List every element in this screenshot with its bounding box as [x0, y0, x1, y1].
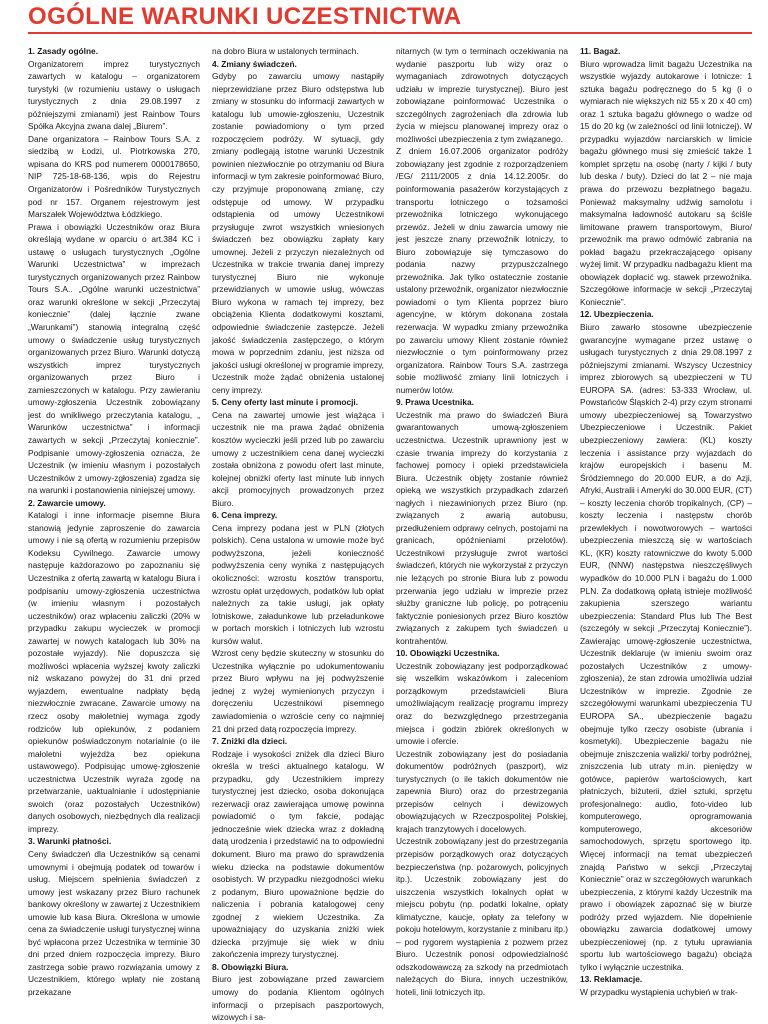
section-heading: 9. Prawa Ucestnika. — [396, 397, 474, 408]
paragraph: Prawa i obowiązki Uczestników oraz Biura określają wydane w oparciu o art.384 KC i ustawę o usługach turystycznych „Ogólne Warunki Uczestnictwa” w imprezach turystycznych organizowanych przez Rainbow Tours S.A.. „Ogólne warunki uczestnictwa” oraz warunki określone w sekcji „Przeczytaj koniecznie” (dalej łącznie zwane „Warunkami”) stanowią integralną część umowy o świadczenie usług turystycznych organizowanych przez Biuro. Warunki dotyczą wszystkich imprez turystycznych organizowanych przez Biuro i zamieszczonych w katalogu. Przy zawieraniu umowy-zgłoszenia Uczestnik zobowiązany jest do wnikliwego przeczytania katalogu, „ Warunków uczestnictwa” i informacji zawartych w sekcji „Przeczytaj koniecznie”. Podpisanie umowy-zgłoszenia oznacza, że Uczestnik (w imieniu własnym i pozostałych Uczestników z umowy-zgłoszenia) zgadza się na warunki i postanowienia niniejszej umowy. — [28, 221, 200, 496]
paragraph: Biuro zawarło stosowne ubezpieczenie gwarancyjne wymagane przez ustawę o usługach turystycznych z dnia 29.08.1997 z późniejszymi zmianami. Wszyscy Uczestnicy imprez zbiorowych są ubezpieczeni w TU EUROPA SA. (adres: 53-333 Wrocław, ul. Powstańców Śląskich 2-4) przy czym stronami umowy ubezpieczeniowej są Towarzystwo Ubezpieczeniowe i Uczestnik. Pakiet ubezpieczeniowy zawiera: (KL) koszty leczenia i assistance przy wyjazdach do krajów europejskich i basenu M. Śródziemnego do 20.000 EUR, a do Azji, Afryki, Australii i Ameryki do 30.000 EUR, (CT) – koszty leczenia chorób tropikalnych, (CP) – koszty leczenia i następstw chorób przewlekłych i nowotworowych – wartości ubezpieczenia mieszczą się w wartościach KL, (KR) koszty ratowniczwe do kwoty 5.000 EUR, (NNW) następstwa nieszczęśliwych wypadków do 10.000 PLN i bagażu do 1.000 PLN. Za dodatkową opłatą istnieje możliwość zakupienia szerszego wariantu ubezpieczenia: Standard Plus lub The Best (szczegóły w sekcji „Przeczytaj Koniecznie”). Zawierając umowę-zgłoszenie uczestnictwa, Uczestnik deklaruje (w imieniu swoim oraz pozostałych Uczestników z umowy-zgłoszenia), że stan zdrowia umożliwia udział Uczestników w imprezie. Zgodnie ze szczegółowymi warunkami ubezpieczenia TU EUROPA SA., ubezpieczenie bagażu obejmuje tylko rzeczy osobiste (ubrania i kosmetyki). Ubezpieczenie bagażu nie obejmuje zniszczenia walizki/ torby podróżnej, zniszczenia lub utraty m.in. pieniędzy w gotówce, papierów wartościowych, kart płatniczych, biżuterii, dzieł sztuki, sprzętu profesjonalnego: audio, foto-video lub komputerowego, oprogramowania komputerowego, akcesoriów samochodowych, sprzętu sportowego itp. Więcej informacji na temat ubezpieczeń znajdą Państwo w sekcji „Przeczytaj Koniecznie” oraz w szczegółowych warunkach ubezpieczenia, z którymi każdy Uczestnik ma prawo i obowiązek zapoznać się w biurze podróży przed wyjazdem. Nie dopełnienie obowiązku zawarcia dodatkowej umowy ubezpieczeniowej (np. z tytułu uprawiania sportu lub wartościowego bagażu) obciąża tylko i wyłącznie uczestnika. — [580, 322, 752, 972]
section-heading: 8. Obowiązki Biura. — [212, 961, 289, 972]
title-underline — [28, 32, 752, 34]
section-heading: 5. Ceny oferty last minute i promocji. — [212, 397, 359, 408]
section-heading: 1. Zasady ogólne. — [28, 46, 99, 56]
section-heading: 4. Zmiany świadczeń. — [212, 58, 297, 69]
section-heading: 10. Obowiązki Uczestnika. — [396, 648, 500, 659]
paragraph: Gdyby po zawarciu umowy nastąpiły nieprzewidziane przez Biuro odstępstwa lub zmiany w stosunku do informacji zawartych w katalogu lub umowie-zgłoszeniu, Uczestnik zostanie powiadomiony o tym przed rozpoczęciem podróży. W sytuacji, gdy zmiany podlegają istotne warunki Uczestnik powinien niezwłocznie po otrzymaniu od Biura informacji w tym zakresie poinformować Biuro, czy przyjmuje proponowaną zmianę, czy odstępuje od umowy. W przypadku odstąpienia od umowy Uczestnikowi przysługuje zwrot wszystkich wniesionych świadczeń bez obowiązku zapłaty kary umownej. Jeżeli z przyczyn niezależnych od Uczestnika w trakcie trwania danej imprezy turystycznej Biuro nie wykonuje przewidzianych w umowie usług, wówczas Biuro wykona w ramach tej imprezy, bez obciążenia Klienta dodatkowymi kosztami, odpowiednie świadczenie zastępcze. Jeżeli jakość świadczenia zastępczego, o którym mowa w poprzednim zdaniu, jest niższa od jakości usługi określonej w programie imprezy, Uczestnik może żądać obniżenia ustalonej ceny imprezy. — [212, 71, 384, 395]
paragraph: Uczestnik ma prawo do świadczeń Biura gwarantowanych umową-zgłoszeniem uczestnictwa. Uczestnik uprawniony jest w czasie trwania imprezy do korzystania z fachowej pomocy i opieki przedstawiciela Biura. Uczestnik objęty zostanie również opieką we wszystkich przypadkach zdarzeń nagłych i niezawinionych przez Biuro (np. związanych z awarią autobusu, przedłużeniem odprawy celnych, postojami na granicach, opóźnieniami przelotów). Uczestnikowi przysługuje zwrot wartości świadczeń, których nie wykorzystał z przyczyn nie leżących po stronie Biura lub z powodu przerwania jego udziału w imprezie przez służby graniczne lub policję, po potrąceniu faktycznie poniesionych przez Biuro kosztów związanych z zakupem tych świadczeń u kontrahentów. — [396, 409, 568, 646]
paragraph: Organizatorem imprez turystycznych zawartych w katalogu – organizatorem turystyki (w rozumieniu ustawy o usługach turystycznych z dnia 29.08.1997 z późniejszymi zmianami) jest Rainbow Tours Spółka Akcyjna zwana dalej „Biurem”. — [28, 58, 200, 132]
text-column-4 — [580, 45, 752, 1024]
page-title: OGÓLNE WARUNKI UCZESTNICTWA — [28, 3, 462, 30]
terms-columns — [28, 45, 752, 1023]
section-heading: 6. Cena imprezy. — [212, 510, 278, 521]
section-heading: 12. Ubezpieczenia. — [580, 309, 654, 320]
paragraph: Uczestnik zobowiązany jest do przestrzegania przepisów porządkowych oraz dotyczących bezpieczeństwa (np. pożarowych, policyjnych itp.). Uczestnik zobowiązany jest do uiszczenia wszystkich lokalnych opłat w miejscu pobytu (np. podatki lokalne, opłaty klimatyczne, kaucje, opłaty za telefony w pokoju hotelowym, korzystanie z minibaru itp.) – pod rygorem wystąpienia z pozwem przez Biuro. Uczestnik ponosi odpowiedzialność odszkodowawczą za szkody na przedmiotach należących do Biura, innych uczestników, hoteli, linii lotniczych itp. — [396, 836, 568, 998]
text-column-2 — [212, 45, 384, 1024]
paragraph: Ceny świadczeń dla Uczestników są cenami umownymi i obejmują podatek od towarów i usług. Miejscem spełnienia świadczeń z umowy jest wskazany przez Biuro rachunek bankowy określony w zawartej z Uczestnikiem umowie lub kasa Biura. Określona w umowie cena za świadczenie usługi turystycznej winna być wpłacona przez Uczestnika w terminie 30 dni przed dniem rozpoczęcia imprezy. Biuro zastrzega sobie prawo rozwiązania umowy z Uczestnikiem, którego wpłaty nie zostaną przekazane — [28, 849, 200, 998]
section-heading: 11. Bagaż. — [580, 46, 621, 56]
paragraph: Z dniem 16.07.2006 organizator podróży zobowiązany jest zgodnie z rozporządzeniem /EG/ 2111/2005 z dnia 14.12.2005r. do poinformowania pasażerów korzystających z transportu lotniczego o tożsamości przewoźnika lotniczego wykonującego przewóz. Jeżeli w dniu zawarcia umowy nie jest jeszcze znany przewoźnik lotniczy, to Biuro zobowiązuje się tymczasowo do podania nazwy przypuszczalnego przewoźnika. Jak tylko ostatecznie zostanie ustalony przewoźnik, organizator niezwłocznie powiadomi o tym Klienta poprzez biuro agencyjne, w którym dokonana została rezerwacja. W wypadku zmiany przewoźnika po zawarciu umowy Klient zostanie również niezwłocznie o tym poinformowany przez organizatora. Rainbow Tours S.A. zastrzega sobie możliwość zmiany linii lotniczych i numerów lotów. — [396, 146, 568, 395]
text-column-3 — [396, 45, 568, 1024]
paragraph: W przypadku wystąpienia uchybień w trak- — [580, 987, 738, 998]
paragraph: Rodzaje i wysokości zniżek dla dzieci Biuro określa w treści aktualnego katalogu. W przypadku, gdy Uczestnikiem imprezy turystycznej jest dziecko, osoba dokonująca rezerwacji oraz zawierająca umowę powinna powiadomić o tym fakcie, podając jednocześnie wiek dziecka wraz z dokładną datą urodzenia i przedstawić na to odpowiedni dokument. Biuro ma prawo do sprawdzenia wieku dziecka na podstawie dokumentów osobistych. W przypadku niezgodności wieku z podanym, Biuro upoważnione będzie do naliczenia i pobrania katalogowej ceny zgodnej z wiekiem Uczestnika. Za upoważniający do uzyskania zniżki wiek dziecka przyjmuje się wiek w dniu zakończenia imprezy turystycznej. — [212, 748, 384, 960]
section-heading: 7. Zniżki dla dzieci. — [212, 736, 288, 747]
paragraph: Wzrost ceny będzie skuteczny w stosunku do Uczestnika wyłącznie po udokumentowaniu przez Biuro wpływu na jej podwyższenie jednej z wyżej wymienionych przyczyn i doręczeniu Uczestnikowi pisemnego zawiadomienia o wzroście ceny co najmniej 21 dni przed datą rozpoczęcia imprezy. — [212, 648, 384, 734]
paragraph: Uczestnik zobowiązany jest do posiadania dokumentów podróżnych (paszport), wiz turystycznych (o ile takich dokumentów nie zapewnia Biuro) oraz do przestrzegania przepisów celnych i dewizowych obowiązujących w Rzeczpospolitej Polskiej, krajach tranzytowych i docelowych. — [396, 748, 568, 834]
section-heading: 2. Zawarcie umowy. — [28, 497, 106, 508]
paragraph: na dobro Biura w ustalonych terminach. — [212, 46, 359, 56]
paragraph: nitarnych (w tym o terminach oczekiwania na wydanie paszportu lub wizy oraz o wymaganiach zdrowotnych dotyczących udziału w imprezie turystycznej). Biuro jest zobowiązane poinformować Uczestnika o szczególnych zagrożeniach dla zdrowia lub życia w miejscu planowanej imprezy oraz o możliwości ubezpieczenia z tym związanego. — [396, 46, 568, 144]
text-column-1 — [28, 45, 200, 1024]
paragraph: Dane organizatora – Rainbow Tours S.A. z siedzibą w Łodzi, ul. Piotrkowska 270, wpisana do KRS pod numerem 0000178650, NIP 725-18-68-136, wpis do Rejestru Organizatorów i Pośredników Turystycznych pod nr 157. Organem rejestrowym jest Marszałek Województwa Łódzkiego. — [28, 133, 200, 220]
paragraph: Cena na zawartej umowie jest wiążąca i uczestnik nie ma prawa żądać obniżenia kosztów wycieczki jeśli przed lub po zawarciu umowy z uczestnikiem cena danej wycieczki została obniżona z powodu ofert last minute, kolejnej obniżki oferty last minute lub innych akcji promocyjnych prowadzonych przez Biuro. — [212, 409, 384, 508]
paragraph: Cena imprezy podana jest w PLN (złotych polskich). Cena ustalona w umowie może być podwyższona, jeżeli konieczność podwyższenia ceny wynika z następujących okoliczności: wzrostu kosztów transportu, wzrostu opłat urzędowych, podatków lub opłat należnych za takie usługi, jak opłaty lotniskowe, załadunkowe lub przeładunkowe w portach morskich i lotniczych lub wzrostu kursów walut. — [212, 522, 384, 646]
section-heading: 3. Warunki płatności. — [28, 836, 112, 847]
paragraph: Katalogi i inne informacje pisemne Biura stanowią jedynie zaproszenie do zawarcia umowy i nie są ofertą w rozumieniu przepisów Kodeksu Cywilnego. Zawarcie umowy następuje każdorazowo po zapoznaniu się Uczestnika z ofertą zawartą w katalogu Biura i podpisaniu umowy-zgłoszenia uczestnictwa (w imieniu własnym i pozostałych uczestników) oraz wpłaceniu zaliczki (20% w przypadku zakupu wycieczek w promocji zawartej w nowych katalogach lub 30% na pozostałe wyjazdy). Nie dopuszcza się możliwości wpłacenia wyższej kwoty zaliczki niż wskazano powyżej do 31 dni przed wyjazdem, ewentualne nadpłaty będą niezwłocznie zwracane. Zawarcie umowy na rzecz osoby małoletniej wymaga zgody rodziców lub opiekunów, z podaniem opiekunów poświadczonym notarialnie (o ile małoletni wyjeżdża bez opiekuna ustawowego). Podpisując umowę-zgłoszenie uczestnictwa Uczestnik wyraża zgodę na przetwarzanie, uaktualnianie i udostępnianie swoich (oraz pozostałych Uczestników) danych osobowych, niezbędnych dla realizacji imprezy. — [28, 510, 200, 834]
paragraph: Biuro wprowadza limit bagażu Uczestnika na wszystkie wyjazdy autokarowe i lotnicze: 1 sztuka bagażu podręcznego do 5 kg (i o wymiarach nie większych niż 55 x 20 x 40 cm) oraz 1 sztuka bagażu głównego o wadze od 15 do 20 kg (w zależności od linii lotniczej). W przypadku wyjazdów narciarskich w limicie bagażu głównego musi się zmieścić także 1 komplet sprzętu na osobę (narty / kijki / buty lub deska / buty). Dzieci do lat 2 – nie maja prawa do przewozu bezpłatnego bagażu. Ponieważ maksymalny udźwig samolotu i maksymalna ładowność autokaru są ściśle limitowane prawem transportowym, Biuro/ przewoźnik ma prawo odmówić zabrania na pokład bagażu przekraczającego opisany wyżej limit. W przypadku nadbagażu klient ma obowiązek dopłacić wg. stawek przewoźnika. Szczegółowe informacje w sekcji „Przeczytaj Koniecznie”. — [580, 58, 752, 307]
paragraph: Uczestnik zobowiązany jest podporządkować się wszelkim wskazówkom i zaleceniom porządkowym przedstawicieli Biura umożliwiającym realizację programu imprezy oraz do bezwzględnego przestrzegania miejsca i godzin zbiórek określonych w umowie i ofercie. — [396, 660, 568, 747]
section-heading: 13. Reklamacje. — [580, 974, 643, 985]
paragraph: Biuro jest zobowiązane przed zawarciem umowy do podania Klientom ogólnych informacji o przepisach paszportowych, wizowych i sa- — [212, 974, 384, 1023]
